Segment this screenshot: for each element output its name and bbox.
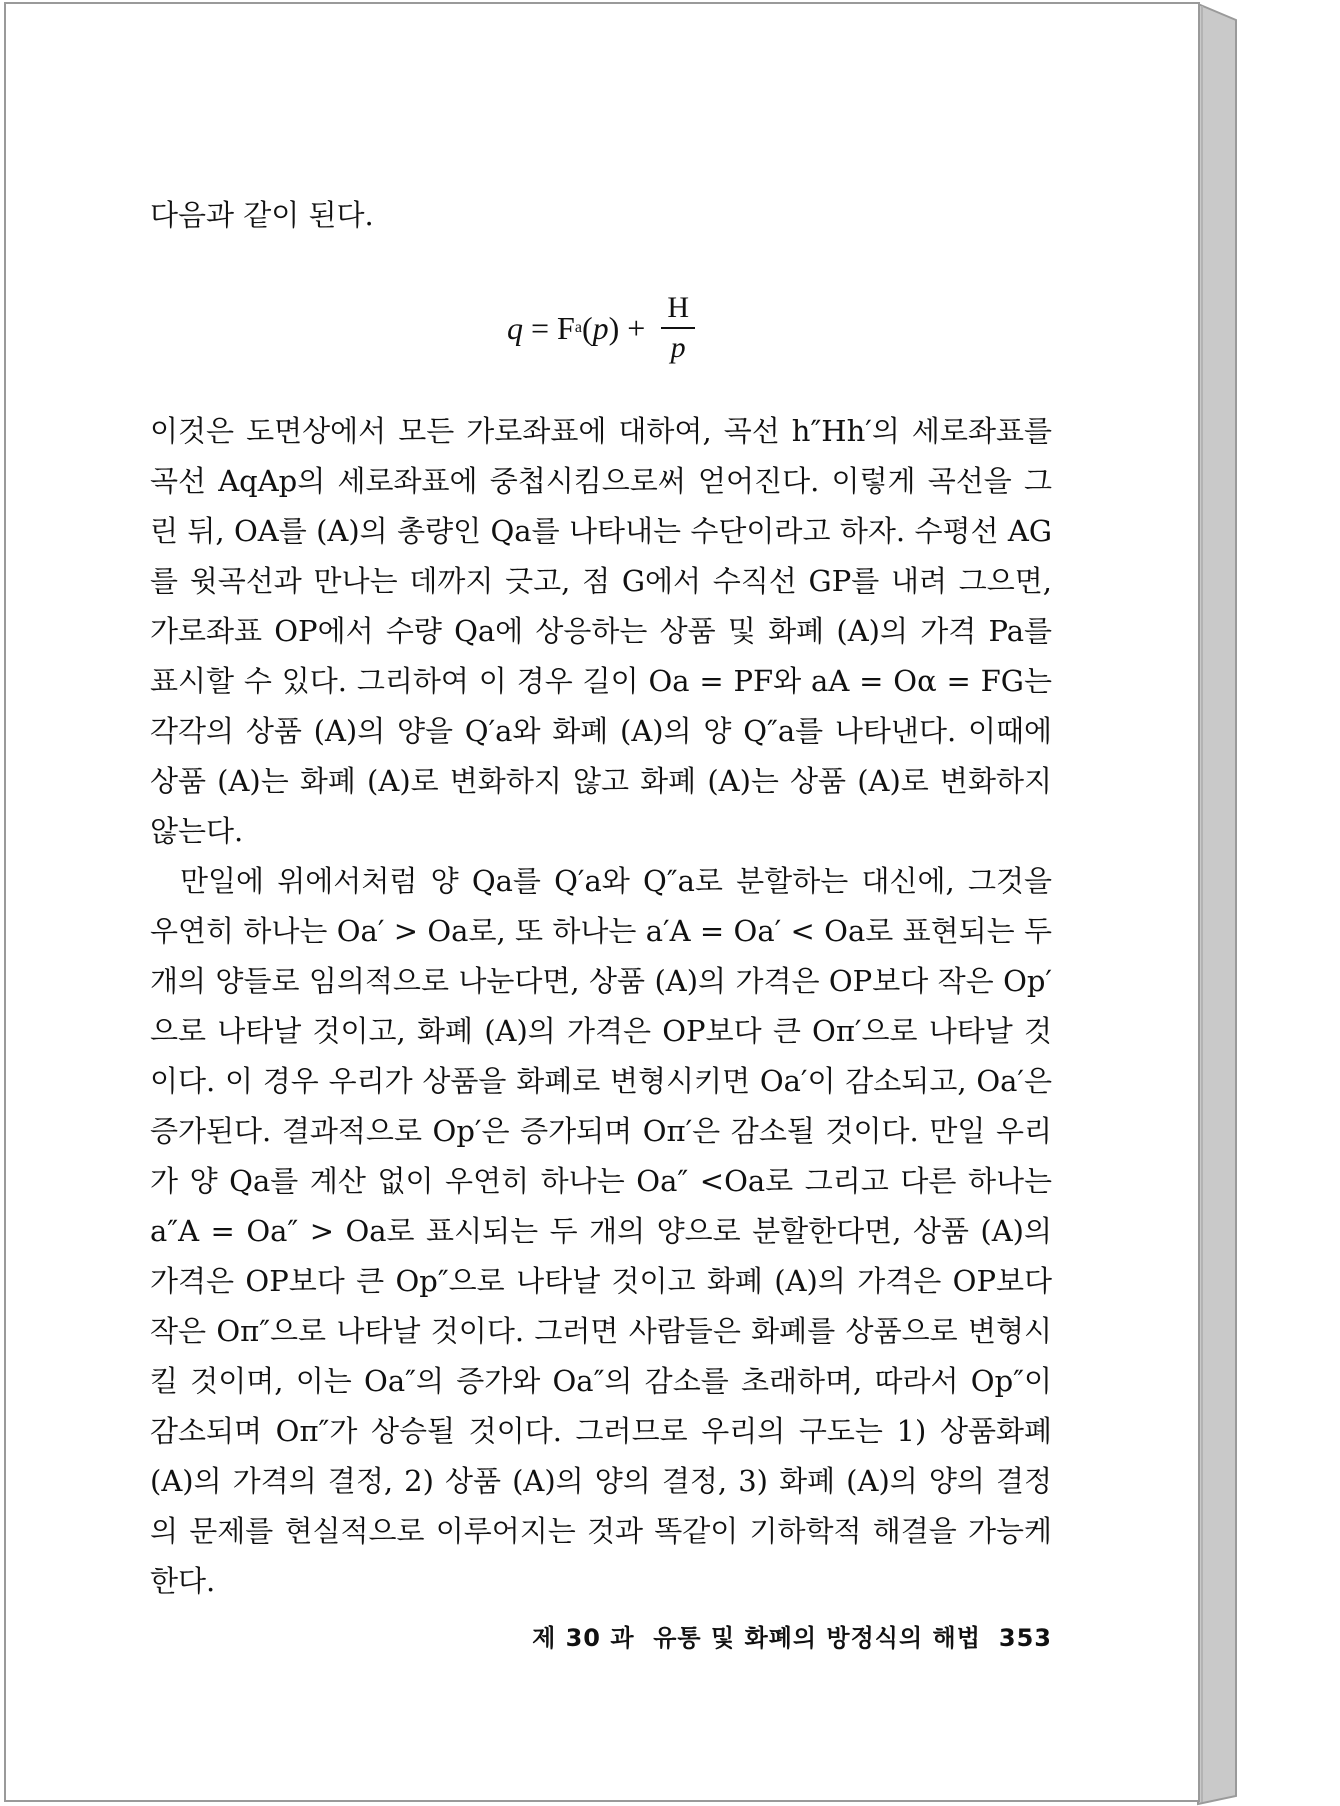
equation-lhs: q xyxy=(507,310,523,346)
fraction-denominator: p xyxy=(670,331,686,364)
paragraph-1: 이것은 도면상에서 모든 가로좌표에 대하여, 곡선 h″Hh′의 세로좌표를 곡선 AqAp의 세로좌표에 중첩시킴으로써 얻어진다. 이렇게 곡선을 그린 뒤, OA를 (A)의 총량인 Qa를 나타내는 수단이라고 하자. 수평선 AG를 윗곡선과 만나는 데까지 긋고, 점 G에서 수직선 GP를 내려 그으면, 가로좌표 OP에서 수량 Qa에 상응하는 상품 및 화폐 (A)의 가격 Pa를 표시할 수 있다. 그리하여 이 경우 길이 Oa = PF와 aA = Oα = FG는 각각의 상품 (A)의 양을 Q′a와 화폐 (A)의 양 Q″a를 나타낸다. 이때에 상품 (A)는 화폐 (A)로 변화하지 않고 화폐 (A)는 상품 (A)로 변화하지 않는다. xyxy=(150,414,1052,848)
running-footer xyxy=(150,1618,1052,1653)
equation-equals: = xyxy=(523,310,558,346)
equation-subscript: a xyxy=(574,319,582,336)
equation-paren-open: ( xyxy=(581,310,593,346)
fraction-numerator: H xyxy=(661,293,695,329)
equation-arg: p xyxy=(592,310,609,346)
footer-chapter-title: 제 30 과 유통 및 화폐의 방정식의 해법 xyxy=(532,1624,981,1652)
page-number: 353 xyxy=(998,1624,1052,1652)
equation-fraction xyxy=(661,293,695,363)
equation xyxy=(150,280,1052,376)
equation-func: F xyxy=(557,310,575,346)
page-stack-edge xyxy=(1198,4,1236,1804)
paragraph-2: 만일에 위에서처럼 양 Qa를 Q′a와 Q″a로 분할하는 대신에, 그것을 우연히 하나는 Oa′ > Oa로, 또 하나는 a′A = Oa′ < Oa로 표현되는 두 개의 양들로 임의적으로 나눈다면, 상품 (A)의 가격은 OP보다 작은 Op′으로 나타날 것이고, 화폐 (A)의 가격은 OP보다 큰 Oπ′으로 나타날 것이다. 이 경우 우리가 상품을 화폐로 변형시키면 Oa′이 감소되고, Oa′은 증가된다. 결과적으로 Op′은 증가되며 Oπ′은 감소될 것이다. 만일 우리가 양 Qa를 계산 없이 우연히 하나는 Oa″ <Oa로 그리고 다른 하나는 a″A = Oa″ > Oa로 표시되는 두 개의 양으로 분할한다면, 상품 (A)의 가격은 OP보다 큰 Op″으로 나타날 것이고 화폐 (A)의 가격은 OP보다 작은 Oπ″으로 나타날 것이다. 그러면 사람들은 화폐를 상품으로 변형시킬 것이며, 이는 Oa″의 증가와 Oa″의 감소를 초래하며, 따라서 Op″이 감소되며 Oπ″가 상승될 것이다. 그러므로 우리의 구도는 1) 상품화폐 (A)의 가격의 결정, 2) 상품 (A)의 양의 결정, 3) 화폐 (A)의 양의 결정의 문제를 현실적으로 이루어지는 것과 똑같이 기하학적 해결을 가능케 한다. xyxy=(150,864,1052,1598)
page-body xyxy=(150,190,1052,1606)
equation-paren-close: ) xyxy=(608,310,620,346)
intro-line: 다음과 같이 된다. xyxy=(150,198,374,232)
equation-plus: + xyxy=(619,310,654,346)
